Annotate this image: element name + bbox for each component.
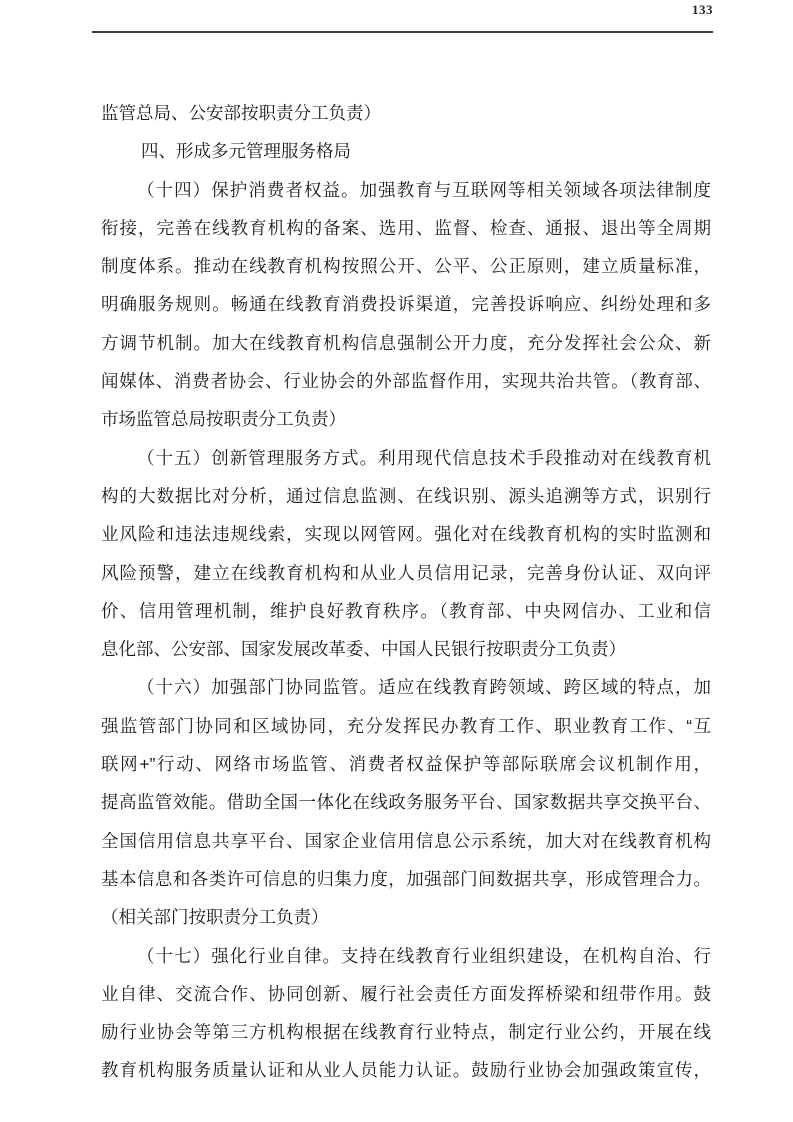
text-line: 强监管部门协同和区域协同，充分发挥民办教育工作、职业教育工作、“互 [101,715,711,736]
text-line: 制度体系。推动在线教育机构按照公开、公平、公正原则，建立质量标准， [101,256,711,277]
text-line: 闻媒体、消费者协会、行业协会的外部监督作用，实现共治共管。（教育部、 [101,371,711,392]
text-line: 市场监管总局按职责分工负责） [101,409,346,430]
document-body [101,94,711,1090]
text-line: （十六）加强部门协同监管。适应在线教育跨领域、跨区域的特点，加 [137,677,711,698]
paragraph [101,668,711,936]
text-line: 励行业协会等第三方机构根据在线教育行业特点，制定行业公约，开展在线 [101,1022,711,1043]
text-line: （十四）保护消费者权益。加强教育与互联网等相关领域各项法律制度 [137,179,711,200]
text-line: 联网+”行动、网络市场监管、消费者权益保护等部际联席会议机制作用， [101,754,711,775]
text-line: （相关部门按职责分工负责） [101,907,329,928]
paragraph [101,937,711,1090]
text-line: 息化部、公安部、国家发展改革委、中国人民银行按职责分工负责） [101,639,626,660]
text-line: 提高监管效能。借助全国一体化在线政务服务平台、国家数据共享交换平台、 [101,792,711,813]
text-line: 基本信息和各类许可信息的归集力度，加强部门间数据共享，形成管理合力。 [101,868,711,889]
text-line: （十七）强化行业自律。支持在线教育行业组织建设，在机构自治、行 [137,945,711,966]
text-line: 明确服务规则。畅通在线教育消费投诉渠道，完善投诉响应、纠纷处理和多 [101,294,711,315]
text-line: 全国信用信息共享平台、国家企业信用信息公示系统，加大对在线教育机构 [101,830,711,851]
text-line: 风险预警，建立在线教育机构和从业人员信用记录，完善身份认证、双向评 [101,562,711,583]
text-line: 方调节机制。加大在线教育机构信息强制公开力度，充分发挥社会公众、新 [101,332,711,353]
text-line: 业风险和违法违规线索，实现以网管网。强化对在线教育机构的实时监测和 [101,524,711,545]
paragraph [101,171,711,439]
paragraph [101,94,711,132]
text-line: （十五）创新管理服务方式。利用现代信息技术手段推动对在线教育机 [137,447,711,468]
header-rule [92,31,713,33]
text-line: 价、信用管理机制，维护良好教育秩序。（教育部、中央网信办、工业和信 [101,600,711,621]
page-number: 133 [692,2,713,17]
text-line: 教育机构服务质量认证和从业人员能力认证。鼓励行业协会加强政策宣传， [101,1060,711,1081]
text-line: 四、形成多元管理服务格局 [141,141,351,162]
text-line: 构的大数据比对分析，通过信息监测、在线识别、源头追溯等方式，识别行 [101,485,711,506]
text-line: 衔接，完善在线教育机构的备案、选用、监督、检查、通报、退出等全周期 [101,217,711,238]
text-line: 业自律、交流合作、协同创新、履行社会责任方面发挥桥梁和纽带作用。鼓 [101,983,711,1004]
section-heading [101,132,711,170]
text-line: 监管总局、公安部按职责分工负责） [101,103,381,123]
paragraph [101,439,711,669]
